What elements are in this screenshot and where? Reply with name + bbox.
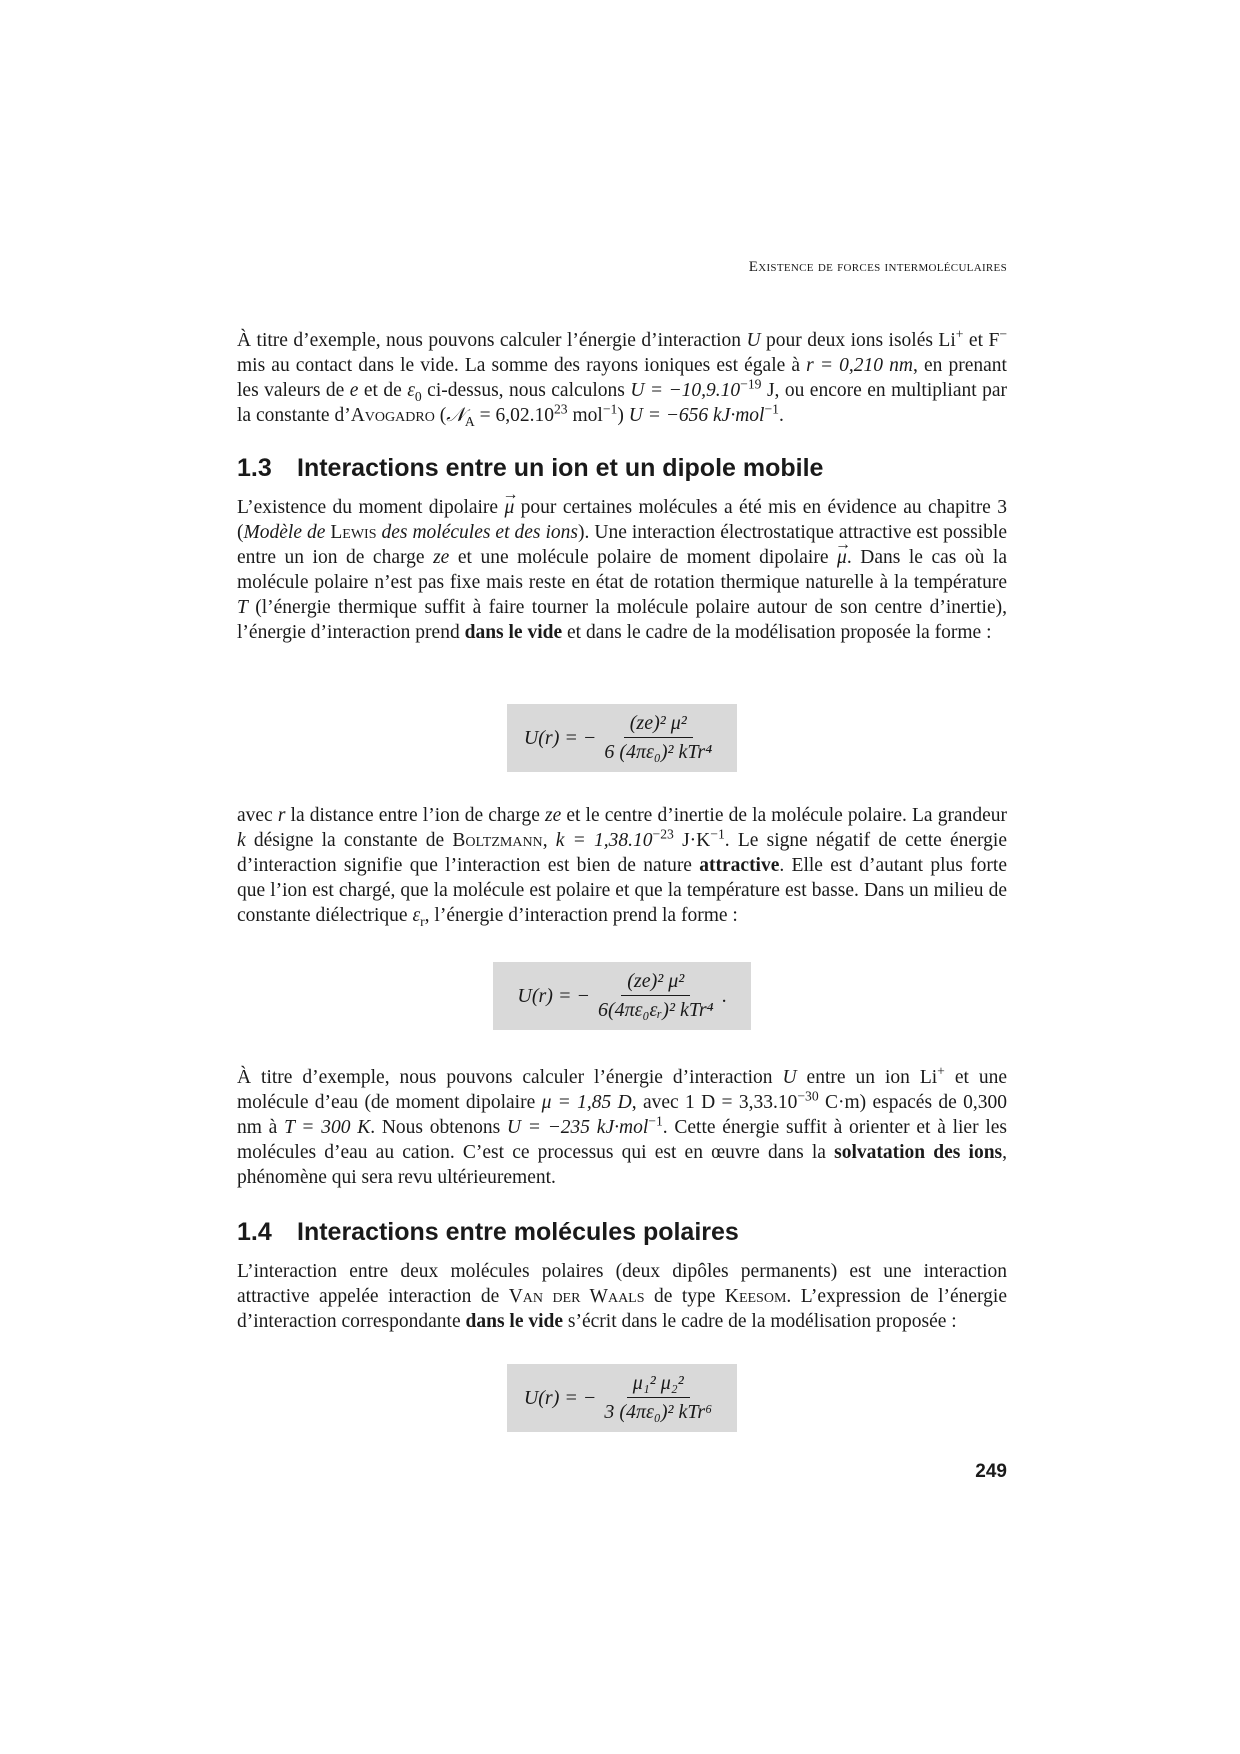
paragraph-keesom-intro: L’interaction entre deux molécules polaires (deux dipôles permanents) est une interaction attractive appelée interaction de Van der Waals de type Keesom. L’expression de l’énergie d’interaction correspondante dans le vide s’écrit dans le cadre de la modélisation proposée : [237,1261,1008,1332]
equation-ion-dipole-vacuum: U(r) = − $\frac{\text{(ze)² μ²}}{\text{6 (4πε₀)² kTr⁴}}$ [507,704,737,772]
section-heading-1-4 [237,1218,1007,1247]
paragraph-ion-dipole-intro: L’existence du moment dipolaire → μ pour certaines molécules a été mis en évidence au chapitre 3 (Modèle de Lewis des molécules et des ions). Une interaction électrostatique attractive est possible entre un ion de charge ze et une molécule polaire de moment dipolaire → μ. Dans le cas où la molécule polaire n’est pas fixe mais reste en état de rotation thermique naturelle à la température T (l’énergie thermique suffit à faire tourner la molécule polaire autour de son centre d’inertie), l’énergie d’interaction prend dans le vide et dans le cadre de la modélisation proposée la forme : [237,495,1007,645]
section-number: 1.3 [237,454,272,482]
fraction: $\frac{\text{(ze)² μ²}}{\text{6 (4πε₀)² kTr⁴}}$ [604,712,713,763]
book-page [237,0,1007,1754]
section-heading-1-3 [237,454,1007,483]
running-header: Existence de forces intermoléculaires [748,259,1007,275]
page-number: 249 [975,1461,1007,1482]
paragraph-boltzmann-explanation: avec r la distance entre l’ion de charge ze et le centre d’inertie de la molécule polaire. La grandeur k désigne la constante de Boltzmann, $k = 1,38.10^{-23}$ $J\cdot K^{-1}$. Le signe négatif de cette énergie d’interaction signifie que l’interaction est bien de nature attractive. Elle est d’autant plus forte que l’ion est chargé, que la molécule est polaire et que la température est basse. Dans un milieu de constante diélectrique $\varepsilon_r$, l’énergie d’interaction prend la forme : [237,805,1007,929]
mu-vector-symbol: → μ [837,545,847,570]
equation-ion-dipole-medium: U(r) = − $\frac{\text{(ze)² μ²}}{\text{6(4πε₀εᵣ)² kTr⁴}}$ . [493,962,751,1030]
fraction: $\frac{\text{μ₁² μ₂²}}{\text{3 (4πε₀)² kTr⁶}}$ [604,1372,713,1423]
fraction: $\frac{\text{(ze)² μ²}}{\text{6(4πε₀εᵣ)² kTr⁴}}$ [597,970,714,1021]
section-title: Interactions entre un ion et un dipole mobile [297,454,824,482]
paragraph-lithium-fluoride-example: À titre d’exemple, nous pouvons calculer l’énergie d’interaction U pour deux ions isolés Li+ et F− mis au contact dans le vide. La somme des rayons ioniques est égale à r = 0,210 nm, en prenant les valeurs de e et de $\varepsilon_0$ ci-dessus, nous calculons $U = -10,9.10^{-19}$ J, ou encore en multipliant par la constante d’Avogadro (𝒩$_A$ = $6,02.10^{23}$ mol$^{-1}$) U = −656 kJ·mol$^{-1}$. [237,326,1008,429]
paragraph-lithium-water-example: À titre d’exemple, nous pouvons calculer l’énergie d’interaction U entre un ion Li+ et une molécule d’eau (de moment dipolaire μ = 1,85 D, avec 1 $D = 3,33.10^{-30}$ C·m) espacés de 0,300 nm à T = 300 K. Nous obtenons U = −235 kJ·mol$^{-1}$. Cette énergie suffit à orienter et à lier les molécules d’eau au cation. C’est ce processus qui est en œuvre dans la solvatation des ions, phénomène qui sera revu ultérieurement. [237,1063,1008,1188]
section-number: 1.4 [237,1218,272,1246]
mu-vector-symbol: → μ [504,495,514,520]
equation-keesom: U(r) = − $\frac{\text{μ₁² μ₂²}}{\text{3 (4πε₀)² kTr⁶}}$ [507,1364,737,1432]
section-title: Interactions entre molécules polaires [297,1218,739,1246]
